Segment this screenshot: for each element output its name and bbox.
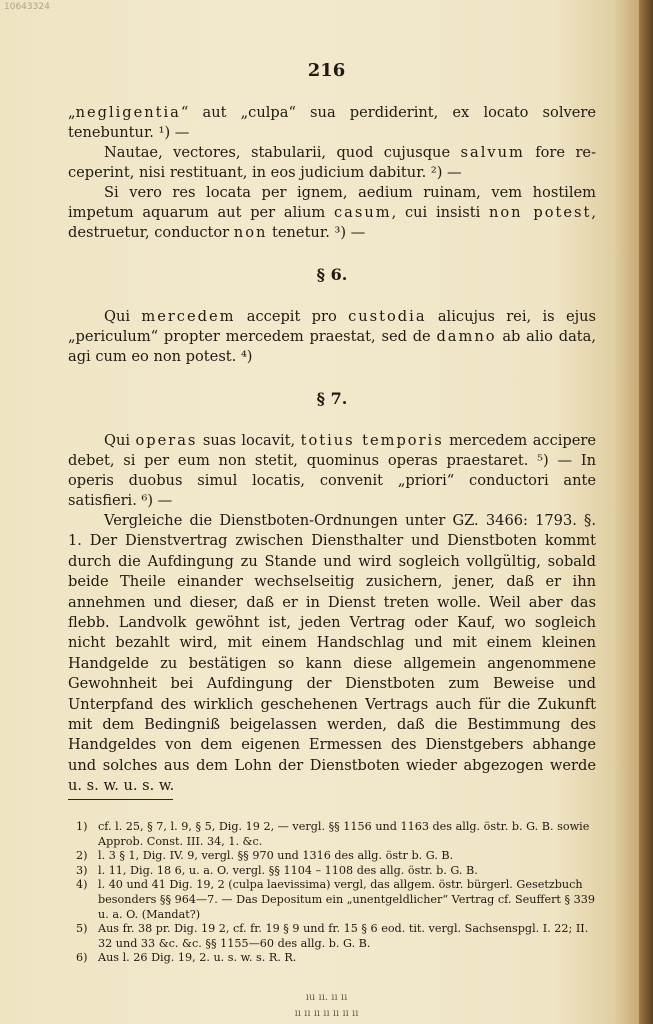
footnote-divider	[68, 799, 173, 800]
german-dienstboten-text: Vergleiche die Dienstboten-Ordnungen unter GZ. 3466: 1793. §. 1. Der Dienstvertrag zwischen Diensthalter und Dienstboten kommt durch die Aufdingung zu Stande und wird sogleich vollgültig, sobald beide Theile einander wechselseitig zusichern, jener, daß er ihn annehmen und dieser, daß er in Dienst treten wolle. Weil aber das flebb. Landvolk gewöhnt ist, jeden Vertrag oder Kauf, wo sogleich nicht bezahlt wird, mit einem Handschlag und mit einem kleinen Handgelde zu bestätigen so kann diese allgemein angenommene Gewohnheit bei Aufdingung der Dienstboten zum Beweise und Unterpfand des wirklich geschehenen Vertrags auch für die Zukunft mit dem Bedingniß beigelassen werden, daß die Bestimmung des Handgeldes von dem eigenen Ermessen des Dienstgebers abhange und solches aus dem Lohn der Dienstboten wieder abgezogen werde u. s. w. u. s. w.	[68, 512, 596, 795]
footnote: 4) l. 40 und 41 Dig. 19, 2 (culpa laevissima) vergl, das allgem. östr. bürgerl. Gesetzbuch besonders §§ 964—7. — Das Depositum ein „unentgeldlicher“ Vertrag cf. Seuffert § 339 u. a. O. (Mandat?)	[76, 878, 595, 921]
paragraph-negligentia: „negligentia“ aut „culpa“ sua perdiderint, ex locato solvere tenebuntur. ¹) —	[68, 104, 596, 141]
book-spine-edge	[639, 0, 653, 1024]
page-body	[68, 103, 596, 797]
footnote: 2) l. 3 § 1, Dig. IV. 9, vergl. §§ 970 und 1316 des allg. östr b. G. B.	[76, 849, 454, 863]
library-stamp: 10643324	[4, 2, 50, 12]
footnote: 3) l. 11, Dig. 18 6, u. a. O. vergl. §§ 1104 – 1108 des allg. östr. b. G. B.	[76, 863, 478, 877]
section-6-text: Qui mercedem accepit pro custodia alicujus rei, is ejus „periculum“ propter mercedem praestat, sed de damno ab alio data, agi cum eo non potest. ⁴)	[68, 308, 596, 365]
footnote: 1) cf. l. 25, § 7, l. 9, § 5, Dig. 19 2, — vergl. §§ 1156 und 1163 des allg. östr. b. G. B. sowie Approb. Const. III. 34, 1. &c.	[76, 820, 590, 848]
footnote: 6) Aus l. 26 Dig. 19, 2. u. s. w. s. R. R.	[76, 951, 297, 965]
footnotes	[76, 820, 604, 966]
section-7-text: Qui operas suas locavit, totius temporis mercedem accipere debet, si per eum non stetit, quominus operas praestaret. ⁵) — In operis duobus simul locatis, convenit „priori“ conductori ante satisfieri. ⁶) —	[68, 432, 596, 509]
paragraph-si-vero: Si vero res locata per ignem, aedium ruinam, vem hostilem impetum aquarum aut per alium casum, cui insisti non potest, destruetur, conductor non tenetur. ³) —	[68, 184, 596, 241]
section-7-heading: § 7.	[316, 389, 348, 408]
footnote: 5) Aus fr. 38 pr. Dig. 19 2, cf. fr. 19 § 9 und fr. 15 § 6 eod. tit. vergl. Sachsenspgl. I. 22; II. 32 und 33 &c. &c. §§ 1155—60 des allg. b. G. B.	[76, 922, 589, 950]
page-number: 216	[307, 60, 346, 81]
paragraph-nautae: Nautae, vectores, stabularii, quod cujusque salvum fore receperint, nisi restituant, in eos judicium dabitur. ²) —	[68, 144, 596, 181]
bleed-through-marks: ıu ıı. ıı ıı ıı ıı ıı ıı ıı ıı ıı	[294, 992, 359, 1019]
section-6-heading: § 6.	[316, 265, 348, 284]
